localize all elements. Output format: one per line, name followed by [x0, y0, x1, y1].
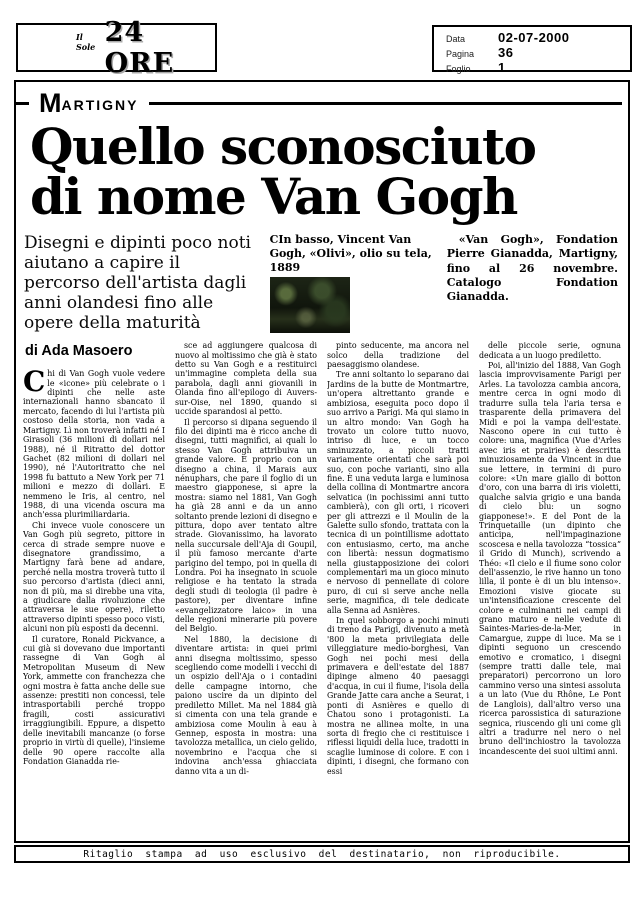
- info-value-data: 02-07-2000: [498, 30, 570, 45]
- headline-line2: di nome Van Gogh: [30, 166, 517, 226]
- article-column-3: [327, 341, 469, 817]
- exhibition-note: «Van Gogh», Fondation Pierre Gianadda, Martigny, fino al 26 novembre. Catalogo Fondation Gianadda.: [446, 233, 618, 304]
- paragraph: delle piccole serie, ognuna dedicata a un luogo prediletto.: [479, 341, 621, 360]
- headline-line1: Quello sconosciuto: [30, 117, 536, 176]
- masthead-logo-large: 24 ORE: [104, 16, 175, 79]
- article-column-4: [479, 341, 621, 817]
- section-header: [16, 88, 622, 118]
- paragraph: Poi, all'inizio del 1888, Van Gogh lascia improvvisamente Parigi per Arles. La tavolozza cambia ancora, mentre cerca in ogni modo di tradurre sulla tela l'aria tersa e trasparente della primavera del Midi e poi la vampa dell'estate. Nascono opere in cui tutto è colore: una, magnifica (Vue d'Arles avec iris et prairies) è descritta minuziosamente da Vincent in due sue lettere, in termini di puro colore: «Un mare giallo di botton d'oro, con una barra di iris violetti, qualche salvia grigio e una banda di cielo blu: un sogno giapponese!». E del Pont de la Trinquetaille (un dipinto che anticipa, nell'impaginazione scoscesa e nella tavolozza “tossica” il Grido di Munch), scrivendo a Théo: «Il cielo e il fiume sono color dell'assenzio, le rive hanno un tono lilla, il ponte è di un blu intenso». Emozioni visive giocate su un'intensificazione crescente del colore e culminanti nei campi di grano maturo e nelle vedute di Saintes-Maries-de-la-Mer, in Camargue, zuppe di luce. Ma se i dipinti seguono un crescendo emotivo e cromatico, i disegni (sempre tratti dalle tele, mai preparatori) percorrono un loro cammino verso una sintesi assoluta a un lato (Vue du Rhône, Le Pont de Langlois), dall'altro verso una ricerca parossistica di saturazione segnica, riuscendo gli uni come gli altri a tradurre nel nero o nel bruno dell'inchiostro la tavolozza incandescente dei suoi ultimi anni.: [479, 361, 621, 756]
- paragraph: Nel 1880, la decisione di diventare artista: in quei primi anni disegna moltissimo, spesso scegliendo come modelli i vecchi di un ospizio dell'Aja o i contadini delle campagne intorno, che paiono uscire da un dipinto del prediletto Millet. Ma nel 1884 già si cimenta con una tela grande e ambiziosa come Moulin à eau à Gennep, esposta in mostra: una tavolozza metallica, un cielo gelido, novembrino e l'acqua che si indovina anch'essa ghiacciata danno vita a un di-: [175, 634, 317, 776]
- paragraph: Chi di Van Gogh vuole vedere le «icone» più celebrate o i dipinti che nelle aste internazionali hanno sbancato il mercato, facendo di lui l'artista più costoso della storia, non vada a Martigny. Lì non troverà infatti né I Girasoli (36 milioni di dollari nel 1988), né il Ritratto del dottor Gachet (82 milioni di dollari nel 1990), né l'Autoritratto che nel 1998 fu battuto a New York per 71 milioni e mezzo di dollari. E nemmeno le Iris, al centro, nel 1988, di una vicenda oscura ma anch'essa plurimiliardaria.: [23, 365, 165, 520]
- section-initial: M: [39, 88, 62, 118]
- photo-caption: CIn basso, Vincent Van Gogh, «Olivi», olio su tela, 1889: [269, 233, 432, 274]
- info-label-foglio: Foglio: [446, 64, 471, 74]
- paragraph: In quel sobborgo a pochi minuti di treno da Parigi, divenuto a metà '800 la meta privilegiata delle villeggiature medio-borghesi, Van Gogh nei pochi mesi della primavera e dell'estate del 1887 dipinge almeno 40 paesaggi d'acqua, in cui il fiume, l'isola della Grande Jatte cara anche a Seurat, i ponti di Asnières e quello di Chatou sono i protagonisti. La mostra ne allinea molte, in una sorta di fregio che ci restituisce i riflessi liquidi della luce, tradotti in scaglie luminose di colore. E con i dipinti, i disegni, che formano con essi: [327, 616, 469, 776]
- paragraph: sce ad aggiungere qualcosa di nuovo al moltissimo che già è stato detto su Van Gogh e a restituirci un'immagine completa della sua parabola, dagli anni giovanili in Olanda fino all'epilogo di Auvers-sur-Oise, nel 1890, quando si uccide sparandosi al petto.: [175, 341, 317, 417]
- info-row-pagina: [446, 46, 630, 61]
- byline: di Ada Masoero: [25, 343, 133, 360]
- info-value-foglio: 1: [498, 60, 506, 75]
- paragraph: Tre anni soltanto lo separano dai Jardins de la butte de Montmartre, un'opera altrettanto grande e ambiziosa, eseguita poco dopo il suo arrivo a Parigi. Ma qui siamo in un altro mondo: Van Gogh ha trovato un colore tutto nuovo, intriso di luce, e un tocco sminuzzato, a piccoli tratti variamente orientati che sarà poi suo, con poche varianti, sino alla fine. È una veduta larga e luminosa della collina di Montmartre ancora selvatica (in pochissimi anni tutto cambierà), con gli orti, i ricoveri per gli attrezzi e il Moulin de la Galette sullo sfondo, trattata con la tecnica di un pointillisme adottato con entusiasmo, certo, ma anche con libertà: nessun dogmatismo nella giustapposizione dei colori complementari ma un gioco minuto e nervoso di pennellate di colore puro, di cui si serve anche nella serie, magnifica, di tele dedicate alla Senna ad Asnières.: [327, 370, 469, 615]
- olive-painting-thumbnail: [270, 277, 350, 333]
- info-value-pagina: 36: [498, 45, 514, 60]
- info-row-foglio: [446, 61, 630, 76]
- article-header-zone: [24, 233, 618, 333]
- clipping-info-box: [432, 25, 632, 75]
- disclaimer-strip: [14, 845, 630, 863]
- info-label-data: Data: [446, 34, 466, 44]
- article-column-1: [23, 341, 165, 817]
- disclaimer-text: Ritaglio stampa ad uso esclusivo del destinatario, non riproducibile.: [83, 848, 561, 860]
- info-row-data: [446, 31, 630, 46]
- section-rule: [149, 102, 623, 105]
- section-name: ARTIGNY: [61, 97, 139, 113]
- photo-caption-block: [270, 233, 447, 333]
- paragraph: Chi invece vuole conoscere un Van Gogh più segreto, pittore in cerca di strade sempre nuove e disegnatore grandissimo, a Martigny farà bene ad andare, perché nella mostra troverà tutto il suo percorso d'artista (dieci anni, non di più, ma si direbbe una vita, a giudicare dalla rivoluzione che attraversa le sue opere), riletto attraverso dipinti spesso poco visti, alcuni non più esposti da decenni.: [23, 520, 165, 634]
- paragraph: pinto seducente, ma ancora nel solco della tradizione del paesaggismo olandese.: [327, 341, 469, 370]
- standfirst: Disegni e dipinti poco noti aiutano a capire il percorso dell'artista dagli anni olandesi fino alle opere della maturità: [24, 233, 251, 334]
- masthead-logo-box: [16, 16, 217, 79]
- article-column-2: [175, 341, 317, 817]
- paragraph: Il percorso si dipana seguendo il filo dei dipinti ma è ricco anche di disegni, tutti magnifici, ai quali lo stesso Van Gogh attribuiva un grande valore. E proprio con un disegno a china, il Marais aux nénuphars, che pare il foglio di un maestro giapponese, si apre la mostra: siamo nel 1881, Van Gogh ha già 28 anni e da un anno soltanto prende lezioni di disegno e pittura, dopo aver tentato altre strade. Giovanissimo, ha lavorato nella succursale dell'Aja di Goupil, il più famoso mercante d'arte parigino del tempo, poi in quella di Londra. Poi ha insegnato in scuole religiose e ha tentato la strada degli studi di teologia (il padre è pastore), per diventare infine «evangelizzatore laico» in una delle regioni minerarie più povere del Belgio.: [175, 417, 317, 634]
- masthead-logo-small: Il Sole: [76, 31, 96, 52]
- paragraph: Il curatore, Ronald Pickvance, a cui già si dovevano due importanti rassegne di Van Gogh al Metropolitan Museum di New York, ammette con franchezza che ogni mostra è fatta anche delle sue assenze: prestiti non concessi, tele intrasportabili perché troppo fragili, costi assicurativi irraggiungibili. Eppure, a dispetto delle inevitabili mancanze (o forse proprio in virtù di quelle), l'insieme delle 90 opere raccolte alla Fondation Gianadda rie-: [23, 634, 165, 766]
- headline: [30, 117, 618, 226]
- section-dash-rule: [16, 102, 29, 105]
- info-label-pagina: Pagina: [446, 49, 475, 59]
- article-columns: [16, 339, 628, 817]
- article-frame: [14, 80, 630, 843]
